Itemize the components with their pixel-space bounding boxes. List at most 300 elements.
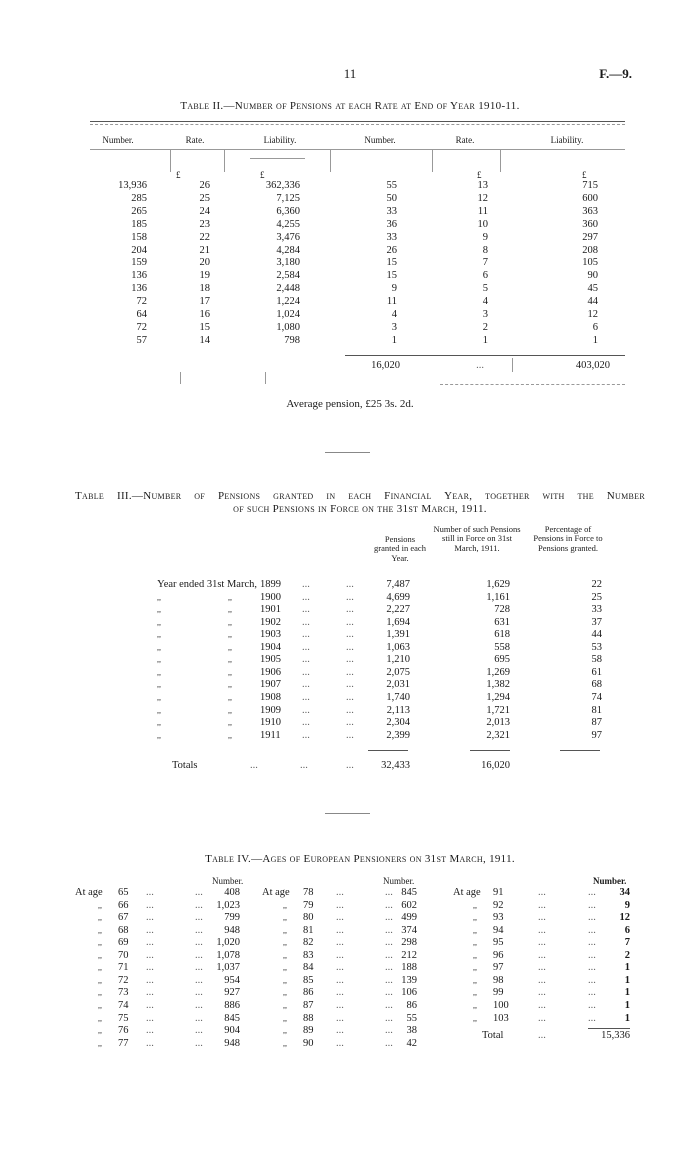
table3-in-force: 1,629 — [486, 579, 510, 590]
table4-age: 95 — [493, 937, 504, 949]
table2-left-rate: 16 — [199, 309, 210, 320]
table4-age: 82 — [303, 937, 314, 949]
table4-dots: ... — [195, 924, 203, 936]
table4-age: 87 — [303, 1000, 314, 1011]
table2-left-number: 57 — [136, 334, 147, 346]
table3-percentage: 25 — [591, 591, 602, 603]
table3-in-force: 2,013 — [486, 717, 510, 728]
table4-number: 799 — [224, 912, 240, 924]
table4-number: 7 — [624, 937, 630, 949]
table4-age: 71 — [118, 962, 129, 974]
table3-dots: ... — [302, 641, 310, 653]
table2-col-header: Number. — [364, 135, 396, 145]
table4-dots: ... — [195, 987, 203, 999]
ditto-mark: ,, — [283, 1013, 287, 1023]
ditto-mark: ,, — [228, 605, 232, 615]
table4-dots: ... — [146, 1025, 154, 1036]
table2-left-liability: 3,180 — [276, 257, 300, 269]
table3-dots: ... — [346, 616, 354, 628]
table3-totals-dots-3: ... — [346, 760, 354, 771]
table4-dots: ... — [538, 1012, 546, 1024]
table4-age: 92 — [493, 899, 504, 911]
ditto-mark: ,, — [228, 705, 232, 715]
table3-year: 1909 — [260, 704, 281, 716]
table3-percentage: 44 — [591, 629, 602, 641]
table4-dots: ... — [588, 887, 596, 898]
ditto-mark: ,, — [228, 667, 232, 677]
table2-right-number: 9 — [391, 283, 397, 295]
pound-sign: £ — [176, 170, 181, 180]
table4-dots: ... — [146, 912, 154, 924]
table4-age: 74 — [118, 1000, 129, 1011]
pound-sign: £ — [260, 170, 265, 180]
table4-dots: ... — [146, 924, 154, 936]
table4-number: 34 — [619, 887, 630, 898]
table4-number: 1,078 — [216, 949, 240, 961]
table2-right-number: 26 — [386, 244, 397, 256]
ditto-mark: ,, — [473, 975, 477, 985]
table4-number: 86 — [406, 1000, 417, 1011]
table3-granted: 2,399 — [386, 729, 410, 741]
table4-dots: ... — [385, 987, 393, 999]
table3-header-percentage: Percentage of Pensions in Force to Pensions granted. — [533, 524, 603, 553]
table2-right-rate: 6 — [482, 270, 488, 282]
table4-dots: ... — [195, 962, 203, 974]
table4-dots: ... — [336, 1000, 344, 1011]
table4-dots: ... — [588, 1012, 596, 1024]
table3-dots: ... — [302, 591, 310, 603]
table4-age: 66 — [118, 899, 129, 911]
table3-granted: 2,113 — [386, 704, 410, 716]
table2-left-number: 72 — [136, 321, 147, 333]
table4-dots: ... — [538, 1000, 546, 1011]
table3-year: 1905 — [260, 654, 281, 666]
table3-dots: ... — [302, 654, 310, 666]
table4-age: 91 — [493, 887, 504, 898]
table2-total-rate: ... — [476, 360, 484, 371]
ditto-mark: ,, — [473, 988, 477, 998]
ditto-mark: ,, — [98, 963, 102, 973]
table2-left-liability: 7,125 — [276, 192, 300, 204]
ditto-mark: ,, — [228, 630, 232, 640]
table2-right-number: 15 — [386, 257, 397, 269]
ditto-mark: ,, — [283, 963, 287, 973]
table3-year: 1906 — [260, 666, 281, 678]
table4-number: 106 — [401, 987, 417, 999]
table4-number: 954 — [224, 974, 240, 986]
ditto-mark: ,, — [157, 592, 161, 602]
table4-age: 88 — [303, 1012, 314, 1024]
table3-percentage: 74 — [591, 692, 602, 703]
table4-dots: ... — [385, 899, 393, 911]
table4-number: 904 — [224, 1025, 240, 1036]
table4-age: 81 — [303, 924, 314, 936]
table4-dots: ... — [336, 949, 344, 961]
table3-dots: ... — [302, 679, 310, 691]
table4-age: 73 — [118, 987, 129, 999]
table4-age: 67 — [118, 912, 129, 924]
table4-dots: ... — [146, 899, 154, 911]
ditto-mark: ,, — [157, 605, 161, 615]
table3-year: 1901 — [260, 604, 281, 616]
table4-age: 97 — [493, 962, 504, 974]
pound-sign: £ — [582, 170, 587, 180]
table2-right-rate: 8 — [482, 244, 488, 256]
table2-right-number: 1 — [391, 334, 397, 346]
table2-right-liability: 105 — [582, 257, 598, 269]
table4-age: 80 — [303, 912, 314, 924]
table3-year: 1902 — [260, 616, 281, 628]
table3-granted: 1,740 — [386, 692, 410, 703]
table3-year-label: Year ended 31st March, — [157, 579, 257, 590]
ditto-mark: ,, — [157, 693, 161, 702]
table4-age: 75 — [118, 1012, 129, 1024]
ditto-mark: ,, — [283, 988, 287, 998]
table4-dots: ... — [336, 887, 344, 898]
table3-year: 1904 — [260, 641, 281, 653]
table2-left-liability: 798 — [284, 334, 300, 346]
table3-in-force: 1,161 — [486, 591, 510, 603]
table2-left-liability: 1,080 — [276, 321, 300, 333]
table2-right-rate: 2 — [482, 321, 488, 333]
table2-left-rate: 22 — [199, 231, 210, 243]
table4-number: 886 — [224, 1000, 240, 1011]
table4-dots: ... — [146, 974, 154, 986]
table4-dots: ... — [336, 912, 344, 924]
table4-dots: ... — [336, 937, 344, 949]
average-pension: Average pension, £25 3s. 2d. — [286, 398, 414, 410]
table4-number: 1 — [624, 987, 630, 999]
table4-age: 96 — [493, 949, 504, 961]
table4-age: 69 — [118, 937, 129, 949]
table2-right-liability: 715 — [582, 180, 598, 191]
table2-left-number: 72 — [136, 296, 147, 308]
table2-right-number: 33 — [386, 205, 397, 217]
table2-left-rate: 23 — [199, 218, 210, 230]
table2-left-number: 136 — [131, 270, 147, 282]
table4-number: 374 — [401, 924, 417, 936]
table4-dots: ... — [588, 974, 596, 986]
ditto-mark: ,, — [228, 680, 232, 690]
table4-number: 1,037 — [216, 962, 240, 974]
ditto-mark: ,, — [157, 718, 161, 727]
ditto-mark: ,, — [98, 1013, 102, 1023]
table3-granted: 7,487 — [386, 579, 410, 590]
table4-number: 38 — [406, 1025, 417, 1036]
table4-dots: ... — [538, 899, 546, 911]
table4-dots: ... — [195, 887, 203, 898]
table4-dots: ... — [385, 924, 393, 936]
table4-age: 94 — [493, 924, 504, 936]
table3-percentage: 37 — [591, 616, 602, 628]
table3-percentage: 68 — [591, 679, 602, 691]
table4-number: 602 — [401, 899, 417, 911]
ditto-mark: ,, — [283, 950, 287, 960]
table4-age: 99 — [493, 987, 504, 999]
table3-in-force: 618 — [494, 629, 510, 641]
table4-number: 845 — [401, 887, 417, 898]
table4-age: 70 — [118, 949, 129, 961]
table3-percentage: 97 — [591, 729, 602, 741]
table2-right-rate: 12 — [477, 192, 488, 204]
table4-number: 948 — [224, 1037, 240, 1049]
table2-total-liability: 403,020 — [575, 360, 610, 371]
table4-age: 83 — [303, 949, 314, 961]
table2-right-number: 36 — [386, 218, 397, 230]
table2-left-number: 136 — [131, 283, 147, 295]
table3-dots: ... — [346, 641, 354, 653]
table3-dots: ... — [346, 579, 354, 590]
table3-percentage: 53 — [591, 641, 602, 653]
ditto-mark: ,, — [473, 938, 477, 948]
table2-left-rate: 24 — [199, 205, 210, 217]
table2-right-number: 3 — [391, 321, 397, 333]
ditto-mark: ,, — [228, 617, 232, 627]
table2-left-number: 159 — [131, 257, 147, 269]
ditto-mark: ,, — [283, 1038, 287, 1048]
table2-right-liability: 90 — [587, 270, 598, 282]
table2-right-liability: 600 — [582, 192, 598, 204]
table3-dots: ... — [346, 729, 354, 741]
ditto-mark: ,, — [157, 680, 161, 690]
ditto-mark: ,, — [283, 925, 287, 935]
table3-granted: 2,031 — [386, 679, 410, 691]
table4-dots: ... — [336, 1012, 344, 1024]
table2-left-liability: 4,284 — [276, 244, 300, 256]
table2-right-liability: 297 — [582, 231, 598, 243]
table2-left-rate: 18 — [199, 283, 210, 295]
table3-granted: 1,391 — [386, 629, 410, 641]
table3-year: 1910 — [260, 717, 281, 728]
table4-dots: ... — [385, 1000, 393, 1011]
ditto-mark: ,, — [228, 592, 232, 602]
ditto-mark: ,, — [98, 938, 102, 948]
table4-number: 2 — [624, 949, 630, 961]
ditto-mark: ,, — [283, 1026, 287, 1035]
ditto-mark: ,, — [473, 963, 477, 973]
table2-right-number: 50 — [386, 192, 397, 204]
table4-dots: ... — [336, 899, 344, 911]
table2-left-number: 64 — [136, 309, 147, 320]
table4-number: 139 — [401, 974, 417, 986]
table4-number: 948 — [224, 924, 240, 936]
table4-age: 84 — [303, 962, 314, 974]
table2-left-rate: 14 — [199, 334, 210, 346]
table2-right-rate: 4 — [482, 296, 488, 308]
table4-number: 499 — [401, 912, 417, 924]
table4-dots: ... — [385, 887, 393, 898]
table4-dots: ... — [385, 974, 393, 986]
table4-number: 1 — [624, 1012, 630, 1024]
table3-percentage: 33 — [591, 604, 602, 616]
table3-dots: ... — [346, 591, 354, 603]
table4-dots: ... — [385, 962, 393, 974]
table4-dots: ... — [146, 987, 154, 999]
table2-left-rate: 25 — [199, 192, 210, 204]
ditto-mark: ,, — [98, 925, 102, 935]
table2-right-rate: 11 — [477, 205, 488, 217]
table4-dots: ... — [146, 937, 154, 949]
table4-number: 1,023 — [216, 899, 240, 911]
table3-year: 1900 — [260, 591, 281, 603]
table2-left-liability: 6,360 — [276, 205, 300, 217]
table2-right-rate: 1 — [482, 334, 488, 346]
page-number: 11 — [343, 66, 357, 81]
ditto-mark: ,, — [228, 718, 232, 727]
table3-dots: ... — [302, 704, 310, 716]
table3-dots: ... — [346, 717, 354, 728]
table4-age: 78 — [303, 887, 314, 898]
table3-granted: 2,304 — [386, 717, 410, 728]
ditto-mark: ,, — [228, 642, 232, 652]
table4-number: 6 — [624, 924, 630, 936]
table2-right-liability: 360 — [582, 218, 598, 230]
table4-title: Table IV.—Ages of European Pensioners on 31st March, 1911. — [205, 853, 515, 865]
table4-age: 93 — [493, 912, 504, 924]
table4-dots: ... — [336, 987, 344, 999]
table4-dots: ... — [146, 1012, 154, 1024]
table2-right-rate: 5 — [482, 283, 488, 295]
page-reference: F.—9. — [599, 66, 632, 81]
table2-col-header: Number. — [102, 135, 134, 145]
table3-totals-label: Totals — [172, 760, 198, 771]
table4-dots: ... — [588, 949, 596, 961]
table4-dots: ... — [336, 1037, 344, 1049]
table3-granted: 4,699 — [386, 591, 410, 603]
table2-title: Table II.—Number of Pensions at each Rate at End of Year 1910-11. — [180, 100, 520, 112]
table2-left-rate: 26 — [199, 180, 210, 191]
table3-granted: 1,694 — [386, 616, 410, 628]
ditto-mark: ,, — [98, 1038, 102, 1048]
ditto-mark: ,, — [98, 975, 102, 985]
table2-left-liability: 1,024 — [276, 309, 300, 320]
table4-dots: ... — [195, 974, 203, 986]
table4-dots: ... — [588, 987, 596, 999]
table3-year: 1907 — [260, 679, 281, 691]
table2-right-number: 55 — [386, 180, 397, 191]
table2-left-rate: 15 — [199, 321, 210, 333]
table4-number: 298 — [401, 937, 417, 949]
table4-dots: ... — [385, 912, 393, 924]
ditto-mark: ,, — [157, 630, 161, 640]
table3-in-force: 695 — [494, 654, 510, 666]
ditto-mark: ,, — [283, 900, 287, 910]
table4-dots: ... — [385, 1012, 393, 1024]
table4-dots: ... — [146, 887, 154, 898]
table2-right-rate: 10 — [477, 218, 488, 230]
ditto-mark: ,, — [157, 642, 161, 652]
table4-dots: ... — [195, 1025, 203, 1036]
pound-sign: £ — [477, 170, 482, 180]
table4-age: 76 — [118, 1025, 129, 1036]
table2-left-number: 204 — [131, 244, 147, 256]
table4-dots: ... — [385, 937, 393, 949]
table4-age: 68 — [118, 924, 129, 936]
table4-dots: ... — [195, 1000, 203, 1011]
table3-percentage: 61 — [591, 666, 602, 678]
table3-dots: ... — [302, 729, 310, 741]
table2-right-number: 11 — [386, 296, 397, 308]
table4-dots: ... — [195, 899, 203, 911]
table4-age-label: At age — [453, 887, 481, 898]
table3-dots: ... — [346, 654, 354, 666]
table4-dots: ... — [336, 1025, 344, 1036]
table2-right-liability: 6 — [592, 321, 598, 333]
table3-percentage: 58 — [591, 654, 602, 666]
table3-in-force: 728 — [494, 604, 510, 616]
table4-age: 89 — [303, 1025, 314, 1036]
ditto-mark: ,, — [283, 913, 287, 923]
table3-year: 1911 — [260, 729, 281, 741]
table4-age: 65 — [118, 887, 129, 898]
table2-left-liability: 4,255 — [276, 218, 300, 230]
table2-left-rate: 21 — [199, 244, 210, 256]
ditto-mark: ,, — [473, 950, 477, 960]
table4-age: 77 — [118, 1037, 129, 1049]
ditto-mark: ,, — [157, 617, 161, 627]
table4-age: 85 — [303, 974, 314, 986]
ditto-mark: ,, — [98, 988, 102, 998]
table4-dots: ... — [588, 937, 596, 949]
table2-left-liability: 2,584 — [276, 270, 300, 282]
table2-left-rate: 20 — [199, 257, 210, 269]
table4-dots: ... — [588, 899, 596, 911]
ditto-mark: ,, — [473, 900, 477, 910]
table2-right-rate: 7 — [482, 257, 488, 269]
table3-totals-dots-2: ... — [300, 760, 308, 771]
table3-granted: 2,227 — [386, 604, 410, 616]
table4-dots: ... — [588, 912, 596, 924]
table3-totals-in-force: 16,020 — [481, 760, 510, 771]
table4-number: 55 — [406, 1012, 417, 1024]
table3-in-force: 1,382 — [486, 679, 510, 691]
table4-dots: ... — [538, 974, 546, 986]
table3-totals-granted: 32,433 — [381, 760, 410, 771]
table4-number: 408 — [224, 887, 240, 898]
table4-dots: ... — [538, 912, 546, 924]
table4-age-label: At age — [262, 887, 290, 898]
ditto-mark: ,, — [157, 655, 161, 665]
table2-col-header: Rate. — [455, 135, 475, 145]
table4-dots: ... — [385, 1037, 393, 1049]
table4-dots: ... — [146, 962, 154, 974]
table2-left-number: 285 — [131, 192, 147, 204]
table2-total-number: 16,020 — [371, 360, 400, 371]
table3-dots: ... — [302, 666, 310, 678]
table4-dots: ... — [336, 924, 344, 936]
table4-dots: ... — [195, 912, 203, 924]
table3-dots: ... — [346, 692, 354, 703]
table4-number: 12 — [619, 912, 630, 924]
table2-col-header: Liability. — [263, 135, 297, 145]
table4-number-header-2: Number. — [383, 876, 415, 886]
table3-dots: ... — [346, 666, 354, 678]
ditto-mark: ,, — [98, 1026, 102, 1035]
table4-dots: ... — [195, 937, 203, 949]
table4-number: 42 — [406, 1037, 417, 1049]
table4-number-header-1: Number. — [212, 876, 244, 886]
table2-right-number: 15 — [386, 270, 397, 282]
table2-col-header: Liability. — [550, 135, 584, 145]
table4-dots: ... — [146, 1037, 154, 1049]
table2-right-rate: 13 — [477, 180, 488, 191]
table4-total-value: 15,336 — [601, 1030, 630, 1041]
table3-title-line2: of such Pensions in Force on the 31st March, 1911. — [233, 503, 487, 515]
table4-dots: ... — [336, 962, 344, 974]
table4-number: 1 — [624, 974, 630, 986]
table2-right-liability: 363 — [582, 205, 598, 217]
table4-dots: ... — [146, 1000, 154, 1011]
